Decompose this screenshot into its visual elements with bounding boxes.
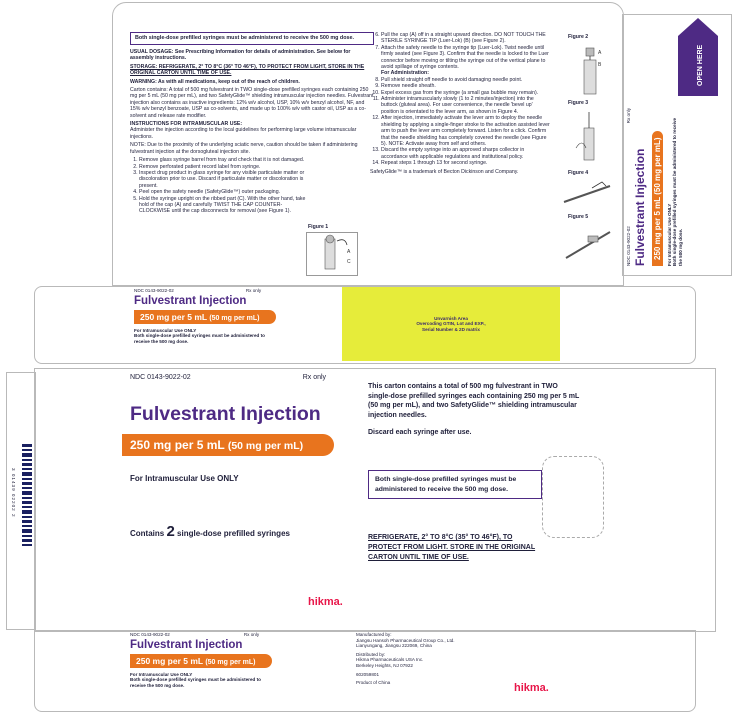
barcode [14, 440, 34, 550]
side-flap [622, 14, 730, 274]
figure-4-label: Figure 4 [568, 170, 589, 176]
step-item: 3. Inspect drug product in glass syringe for any visible particulate matter or discoloration prior to use. Discard if particulate matter or discoloration is present. [139, 170, 311, 189]
svg-text:B: B [598, 62, 602, 68]
front-strength: 250 mg per 5 mL (50 mg per mL) [122, 434, 334, 456]
carton-text: This carton contains a total of 500 mg fulvestrant in TWO single-dose prefilled syringes each containing 250 mg per 5 mL (50 mg per mL), and two SafetyGlide™ shielding intramuscular injection needles. [368, 383, 580, 419]
step-item: 1. Remove glass syringe barrel from tray and check that it is not damaged. [139, 157, 311, 163]
note-text: NOTE: Due to the proximity of the underlying sciatic nerve, caution should be taken if administering fulvestrant injection at the dorsogluteal injection site. [130, 142, 358, 155]
top-panel [130, 32, 374, 277]
svg-text:A: A [347, 249, 351, 255]
figure-1-label: Figure 1 [308, 224, 329, 230]
upper-end-panel [134, 288, 334, 344]
storage-text: STORAGE: REFRIGERATE, 2° TO 8°C (36° TO 46°F), TO PROTECT FROM LIGHT, STORE IN THE ORIGINAL CARTON UNTIL TIME OF USE. [130, 63, 365, 77]
instructions-intro: Administer the injection according to the local guidelines for performing large volume intramuscular injections. [130, 127, 357, 140]
front-route: For Intramuscular Use ONLY [130, 474, 239, 483]
bottom-hikma-logo: hikma. [514, 682, 549, 694]
top-panel-right [370, 32, 550, 177]
bottom-title: Fulvestrant Injection [130, 638, 243, 651]
step-item: 9. Remove needle sheath. [381, 83, 550, 89]
open-here-arrow[interactable] [678, 18, 718, 96]
manufacturer-block [356, 632, 516, 686]
side-ndc: NDC 0143-9022-02 [626, 226, 631, 266]
figure-2-image [566, 44, 612, 98]
hikma-logo: hikma. [308, 596, 343, 608]
step-item: 14. Repeat steps 1 through 13 for second syringe. [381, 160, 550, 166]
step-item: 10. Expel excess gas from the syringe (a small gas bubble may remain). [381, 90, 550, 96]
front-contains: Contains 2 single-dose prefilled syringes [130, 523, 290, 540]
front-dose-box: Both single-dose prefilled syringes must be administered to receive the 500 mg dose. [368, 470, 542, 499]
step-item: 12. After injection, immediately activate the lever arm to deploy the needle shielding by applying a single-finger stroke to the activation assisted lever arm to push the lever arm completely forward. Listen for a click. Confirm that the needle shielding has completely covered the needle (see Figure 5). NOTE: Activate away from self and others. [381, 115, 550, 147]
instructions-title: INSTRUCTIONS FOR INTRAMUSCULAR USE: [130, 121, 243, 128]
open-here-label: OPEN HERE [697, 44, 704, 86]
bottom-rx: Rx only [243, 632, 260, 637]
upper-warning: Both single-dose prefilled syringes must be administered to receive the 500 mg dose. [134, 333, 265, 344]
unvarnish-line: Serial Number & 2D matrix [422, 326, 480, 332]
steps-left-list [130, 157, 311, 215]
manufacturer-name: Jiangsu Hansoh Pharmaceutical Group Co., Ltd. [356, 637, 455, 643]
steps-right-list [370, 32, 550, 70]
bottom-warning: Both single-dose prefilled syringes must be administered to receive the 500 mg dose. [130, 677, 261, 688]
upper-title: Fulvestrant Injection [134, 294, 247, 307]
bottom-strength: 250 mg per 5 mL (50 mg per mL) [130, 654, 272, 668]
window-outline [542, 456, 604, 538]
figure-3-image [566, 108, 612, 164]
distributed-by-label: Distributed by: [356, 651, 386, 657]
front-storage: REFRIGERATE, 2° TO 8°C (35° TO 46°F), TO PROTECT FROM LIGHT. STORE IN THE ORIGINAL CARTON UNTIL TIME OF USE. [368, 534, 536, 562]
figure-2-label: Figure 2 [568, 34, 589, 40]
side-strength: 250 mg per 5 mL (50 mg per mL) [652, 131, 663, 266]
usual-dosage: USUAL DOSAGE: See Prescribing Information for details of administration. See below for assembly instructions. [130, 49, 351, 62]
figure-4-image [562, 178, 614, 208]
discard-text: Discard each syringe after use. [368, 429, 472, 437]
unvarnish-line: Overcoding GTIN, Lot and EXP., [416, 321, 486, 327]
upper-rx: Rx only [245, 288, 262, 293]
distributor-address: Berkeley Heights, NJ 07922 [356, 662, 413, 668]
side-route: For Intramuscular Use ONLY [666, 203, 672, 266]
side-warning: Both single-dose prefilled syringes must be administered to receive the 500 mg dose. [672, 117, 683, 266]
product-code: 602059801 [356, 671, 379, 677]
distributor-name: Hikma Pharmaceuticals USA Inc. [356, 657, 424, 663]
bottom-route: For Intramuscular Use ONLY [130, 671, 193, 677]
step-item: 13. Discard the empty syringe into an approved sharps collector in accordance with applicable regulations and institutional policy. [381, 147, 550, 160]
figure-5-image [562, 222, 614, 266]
step-item: 7. Attach the safety needle to the syringe tip (Luer-Lok). Twist needle until firmly seated (see Figure 3). Confirm that the needle is locked to the Luer connector before moving or tilting the syringe out of the vertical plane to avoid spillage of syringe contents. [381, 45, 550, 71]
step-item: 11. Administer intramuscularly slowly (1 to 2 minutes/injection) into the buttock (gluteal area). For user convenience, the needle 'bevel up' position is orientated to the lever arm, as shown in Figure 4. [381, 96, 550, 115]
bottom-end-panel [130, 632, 330, 688]
figure-1-image [306, 232, 358, 276]
front-ndc: NDC 0143-9022-02 [130, 374, 191, 381]
unvarnish-area [342, 287, 560, 361]
upper-route: For Intramuscular Use ONLY [134, 327, 197, 333]
side-rx: Rx only [626, 108, 631, 124]
front-title: Fulvestrant Injection [130, 403, 321, 425]
upper-strength: 250 mg per 5 mL (50 mg per mL) [134, 310, 276, 324]
step-item: 5. Hold the syringe upright on the ribbed part (C). With the other hand, take hold of the cap (A) and carefully TWIST THE CAP COUNTER-CLOCKWISE until the cap disconnects for removal (see Figure 1). [139, 196, 311, 215]
svg-text:C: C [347, 259, 351, 265]
front-left [130, 374, 350, 624]
upper-ndc: NDC 0143-9022-02 [134, 288, 174, 293]
svg-text:A: A [598, 50, 602, 56]
front-rx: Rx only [302, 374, 327, 381]
bottom-ndc: NDC 0143-9022-02 [130, 632, 170, 637]
step-item: 8. Pull shield straight off needle to avoid damaging needle point. [381, 77, 550, 83]
manufactured-by-label: Manufactured by: [356, 632, 392, 637]
side-title: Fulvestrant Injection [632, 148, 647, 266]
step-item: 2. Remove perforated patient record label from syringe. [139, 164, 311, 170]
manufacturer-address: Lianyungang, Jiangsu 222069, China [356, 643, 432, 649]
contents-text: Carton contains: A total of 500 mg fulvestrant in TWO single-dose prefilled syringes each containing 250 mg per 5 mL (50 mg per mL), and two SafetyGlide™ shielding intramuscular injection needles. Fulvestrant injection also contains as inactive ingredients: 12% w/v alcohol, USP, 10% w/v benzyl alcohol, NF, and 15% w/v benzyl benzoate, USP as co-solvents, and made up to 100% w/v with castor oil, USP as a co-solvent and release rate modifier. [130, 87, 374, 119]
unvarnish-line: Unvarnish Area [434, 315, 468, 321]
administration-heading: For Administration: [381, 70, 429, 77]
figure-5-label: Figure 5 [568, 214, 589, 220]
dose-warning-box: Both single-dose prefilled syringes must be administered to receive the 500 mg dose. [130, 32, 374, 45]
origin-text: Product of China [356, 680, 391, 686]
barcode-number: 3 01439 02202 2 [10, 468, 16, 518]
warning-text: WARNING: As with all medications, keep out of the reach of children. [130, 78, 300, 85]
step-item: 4. Peel open the safety needle (SafetyGlide™) outer packaging. [139, 189, 311, 195]
trademark-text: SafetyGlide™ is a trademark of Becton Dickinson and Company. [370, 168, 519, 175]
step-item: 6. Pull the cap (A) off in a straight upward direction. DO NOT TOUCH THE STERILE SYRINGE TIP (Luer-Lok) (B) (see Figure 2). [381, 32, 550, 45]
figure-3-label: Figure 3 [568, 100, 589, 106]
